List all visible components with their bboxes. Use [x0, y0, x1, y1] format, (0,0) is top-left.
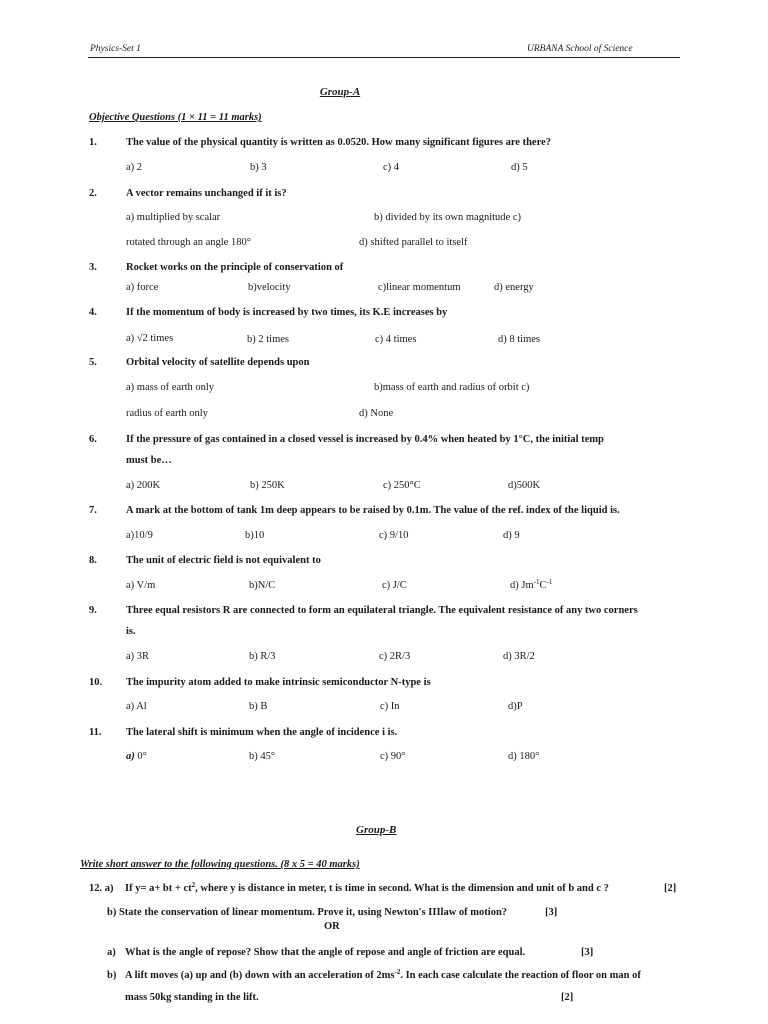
option-d: d) 180°	[508, 751, 540, 762]
alt-b-label: b)	[107, 970, 117, 981]
option-a: a)10/9	[126, 530, 153, 541]
question-text: Orbital velocity of satellite depends upon	[126, 357, 310, 368]
header-left: Physics-Set 1	[90, 44, 141, 54]
question-number: 3.	[89, 262, 97, 273]
group-a-instruction: Objective Questions (1 × 11 = 11 marks)	[89, 112, 262, 123]
option-b: b) 45°	[249, 751, 276, 762]
question-number: 7.	[89, 505, 97, 516]
question-number: 11.	[89, 727, 102, 738]
option-c: c) 4	[383, 162, 400, 173]
option-d: d) $Jm^{-1}C^{-1}$	[510, 578, 553, 591]
option-d: d) 9	[503, 530, 520, 541]
alt-a-marks: [3]	[581, 947, 594, 958]
option-c: c) J/C	[382, 580, 407, 591]
option-c: rotated through an angle 180°	[126, 237, 251, 248]
option-c: radius of earth only	[126, 408, 208, 419]
question-number: 9.	[89, 605, 97, 616]
alt-a-label: a)	[107, 947, 116, 958]
option-b: b)velocity	[248, 282, 291, 293]
alt-b-text-line-2: mass 50kg standing in the lift.	[125, 992, 259, 1003]
group-b-title: Group-B	[356, 824, 397, 836]
option-a: a) force	[126, 282, 159, 293]
alt-b-marks: [2]	[561, 992, 574, 1003]
option-a: a) 2	[126, 162, 143, 173]
question-12b-marks: [3]	[545, 907, 558, 918]
option-c: c) 9/10	[379, 530, 409, 541]
option-b: b) 2 times	[247, 334, 289, 345]
option-d: d)P	[508, 701, 523, 712]
option-a: a) Al	[126, 701, 147, 712]
option-d: d) shifted parallel to itself	[359, 237, 468, 248]
option-c: c) 250°C	[383, 480, 421, 491]
or-separator: OR	[324, 921, 340, 932]
alt-a-text: What is the angle of repose? Show that the angle of repose and angle of friction are equal.	[125, 947, 526, 958]
alt-b-text: A lift moves (a) up and (b) down with an acceleration of $2ms^{-2}$. In each case calculate the reaction of floor on man of	[125, 968, 641, 981]
option-d: d) 5	[511, 162, 528, 173]
option-a: a) √2 times	[126, 333, 174, 344]
question-number: 5.	[89, 357, 97, 368]
option-c: c)linear momentum	[378, 282, 461, 293]
question-text: Rocket works on the principle of conservation of	[126, 262, 344, 273]
question-text: If the momentum of body is increased by two times, its K.E increases by	[126, 307, 448, 318]
question-number: 2.	[89, 188, 97, 199]
header-rule	[88, 57, 680, 58]
question-number: 10.	[89, 677, 103, 688]
group-a-title: Group-A	[319, 86, 361, 98]
option-a: a) 0°	[126, 751, 147, 762]
option-c: c) 2R/3	[379, 651, 411, 662]
group-b-instruction: Write short answer to the following questions. (8 x 5 = 40 marks)	[80, 859, 360, 870]
question-12a-text: If y= a+ bt + $ct^2$, where y is distance in meter, t is time in second. What is the dimension and unit of b and c ?	[125, 881, 609, 894]
question-text-line-2: must be…	[126, 455, 172, 466]
question-text-line-1: If the pressure of gas contained in a closed vessel is increased by 0.4% when heated by 1°C, the initial temp	[126, 434, 604, 445]
option-c: c) 90°	[380, 751, 406, 762]
question-text-line-2: is.	[126, 626, 136, 637]
option-c: c) 4 times	[375, 334, 417, 345]
option-c: c) In	[380, 701, 400, 712]
option-b: b)10	[245, 530, 265, 541]
option-a: a) 3R	[126, 651, 150, 662]
question-12b-text: b) State the conservation of linear momentum. Prove it, using Newton's IIIlaw of motion?	[107, 907, 508, 918]
option-d: d) energy	[494, 282, 534, 293]
question-text: The lateral shift is minimum when the angle of incidence i is.	[126, 727, 398, 738]
question-12a-marks: [2]	[664, 883, 677, 894]
question-text: A vector remains unchanged if it is?	[126, 188, 287, 199]
question-number: 1.	[89, 137, 97, 148]
option-b: b) 250K	[250, 480, 285, 491]
option-b: b) B	[249, 701, 268, 712]
option-a: a) mass of earth only	[126, 382, 215, 393]
option-d: d) 3R/2	[503, 651, 535, 662]
question-text-line-1: Three equal resistors R are connected to form an equilateral triangle. The equivalent resistance of any two corners	[126, 605, 638, 616]
option-d: d)500K	[508, 480, 541, 491]
question-number: 6.	[89, 434, 97, 445]
question-text: The unit of electric field is not equivalent to	[126, 555, 321, 566]
option-b: b)N/C	[249, 580, 276, 591]
question-text: The value of the physical quantity is written as 0.0520. How many significant figures are there?	[126, 137, 551, 148]
option-d: d) None	[359, 408, 394, 419]
option-b: b)mass of earth and radius of orbit c)	[374, 382, 530, 393]
question-number: 4.	[89, 307, 97, 318]
option-b: b) 3	[250, 162, 267, 173]
header-right: URBANA School of Science	[527, 44, 633, 54]
option-a: a) 200K	[126, 480, 161, 491]
question-text: The impurity atom added to make intrinsic semiconductor N-type is	[126, 677, 431, 688]
question-number: 8.	[89, 555, 97, 566]
option-a: a) multiplied by scalar	[126, 212, 221, 223]
option-b: b) R/3	[249, 651, 276, 662]
question-number: 12. a)	[89, 883, 114, 894]
option-d: d) 8 times	[498, 334, 540, 345]
option-b: b) divided by its own magnitude c)	[374, 212, 521, 223]
option-a: a) V/m	[126, 580, 156, 591]
question-text: A mark at the bottom of tank 1m deep appears to be raised by 0.1m. The value of the ref. index of the liquid is.	[126, 505, 620, 516]
